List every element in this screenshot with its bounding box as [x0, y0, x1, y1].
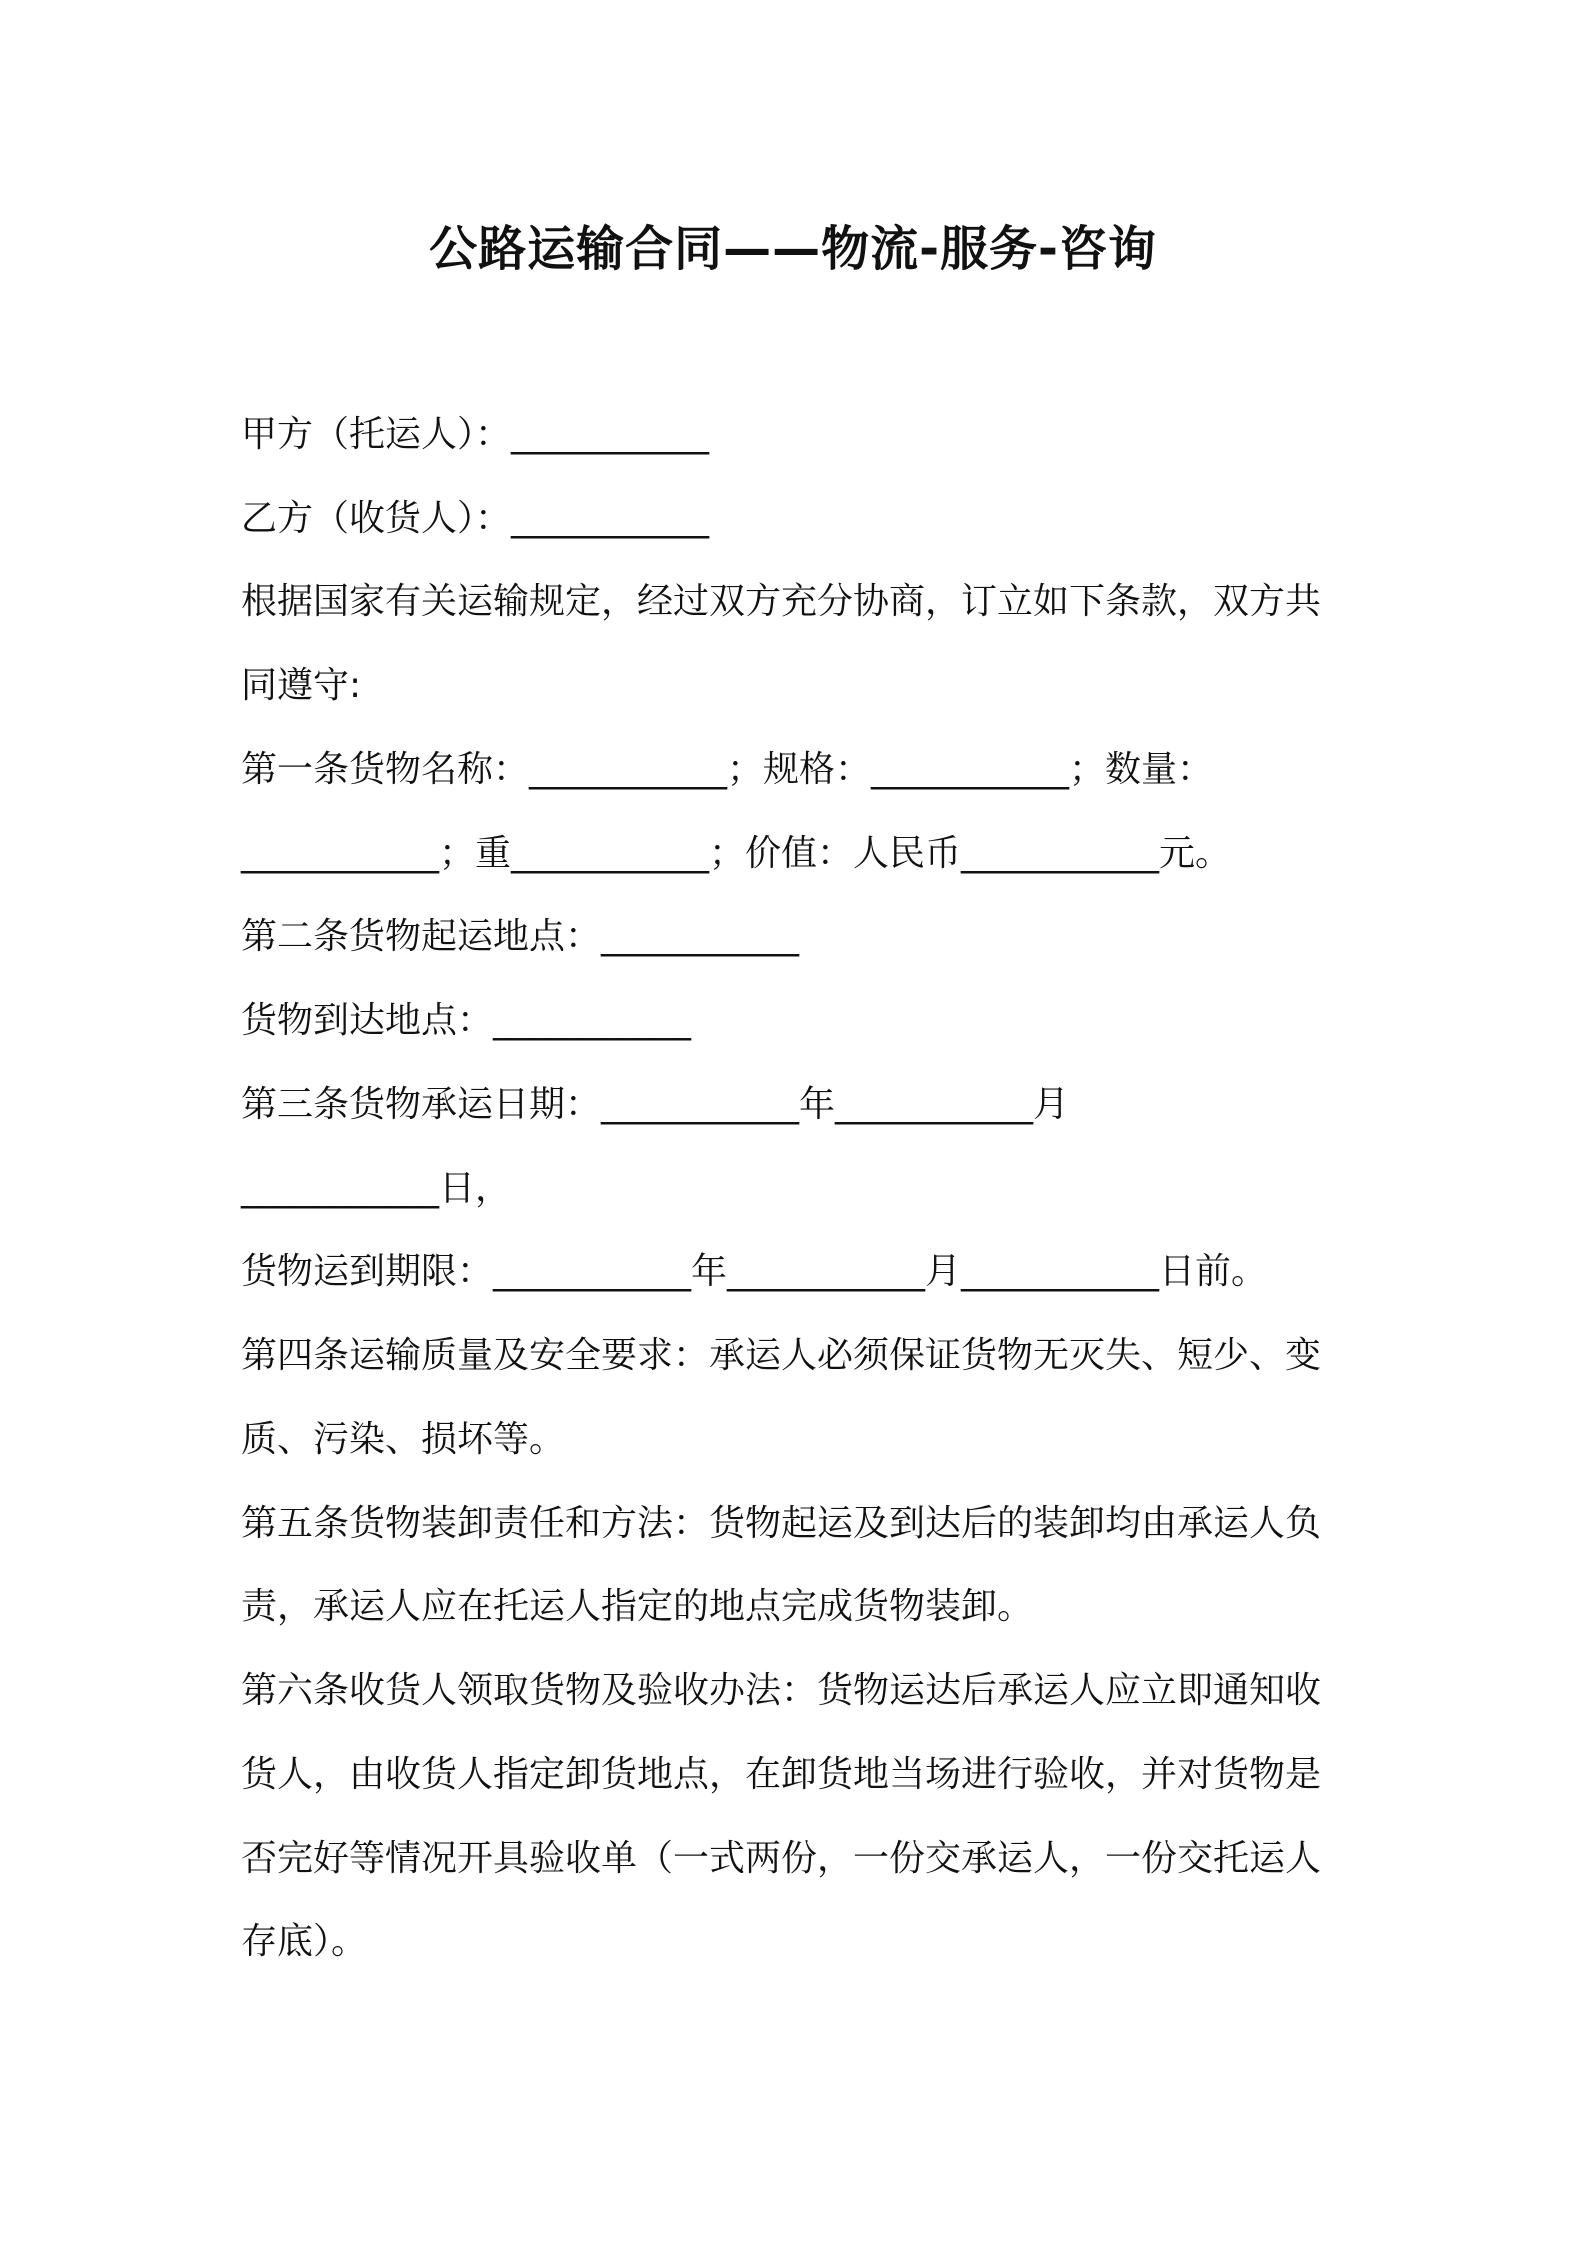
article-1-line-1: 第一条货物名称：___________；规格：___________；数量： [241, 749, 1214, 790]
preamble-line-1: 根据国家有关运输规定，经过双方充分协商，订立如下条款，双方共 [241, 581, 1322, 622]
article-6-line-1: 第六条收货人领取货物及验收办法：货物运达后承运人应立即通知收 [241, 1670, 1322, 1711]
article-1-line-2: ___________；重___________；价值：人民币___________元。 [241, 833, 1232, 874]
document-title: 公路运输合同——物流-服务-咨询 [429, 221, 1157, 277]
article-2-line-2: 货物到达地点：___________ [241, 1000, 692, 1041]
article-5-line-1: 第五条货物装卸责任和方法：货物起运及到达后的装卸均由承运人负 [241, 1503, 1322, 1544]
article-6-line-2: 货人，由收货人指定卸货地点，在卸货地当场进行验收，并对货物是 [241, 1754, 1322, 1795]
article-2-line-1: 第二条货物起运地点：___________ [241, 916, 800, 957]
article-6-line-3: 否完好等情况开具验收单（一式两份，一份交承运人，一份交托运人 [241, 1838, 1322, 1879]
article-5-line-2: 责，承运人应在托运人指定的地点完成货物装卸。 [241, 1586, 1034, 1627]
article-4-line-2: 质、污染、损坏等。 [241, 1419, 566, 1460]
party-a-line: 甲方（托运人）：___________ [241, 414, 710, 455]
party-b-line: 乙方（收货人）：___________ [241, 498, 710, 539]
article-3-line-1: 第三条货物承运日期：___________年___________月 [241, 1084, 1070, 1125]
article-3-line-2: ___________日， [241, 1168, 512, 1209]
article-3-line-3: 货物运到期限：___________年___________月___________日前。 [241, 1251, 1268, 1292]
article-4-line-1: 第四条运输质量及安全要求：承运人必须保证货物无灭失、短少、变 [241, 1335, 1322, 1376]
article-6-line-4: 存底）。 [241, 1921, 368, 1962]
preamble-line-2: 同遵守: [241, 665, 362, 706]
